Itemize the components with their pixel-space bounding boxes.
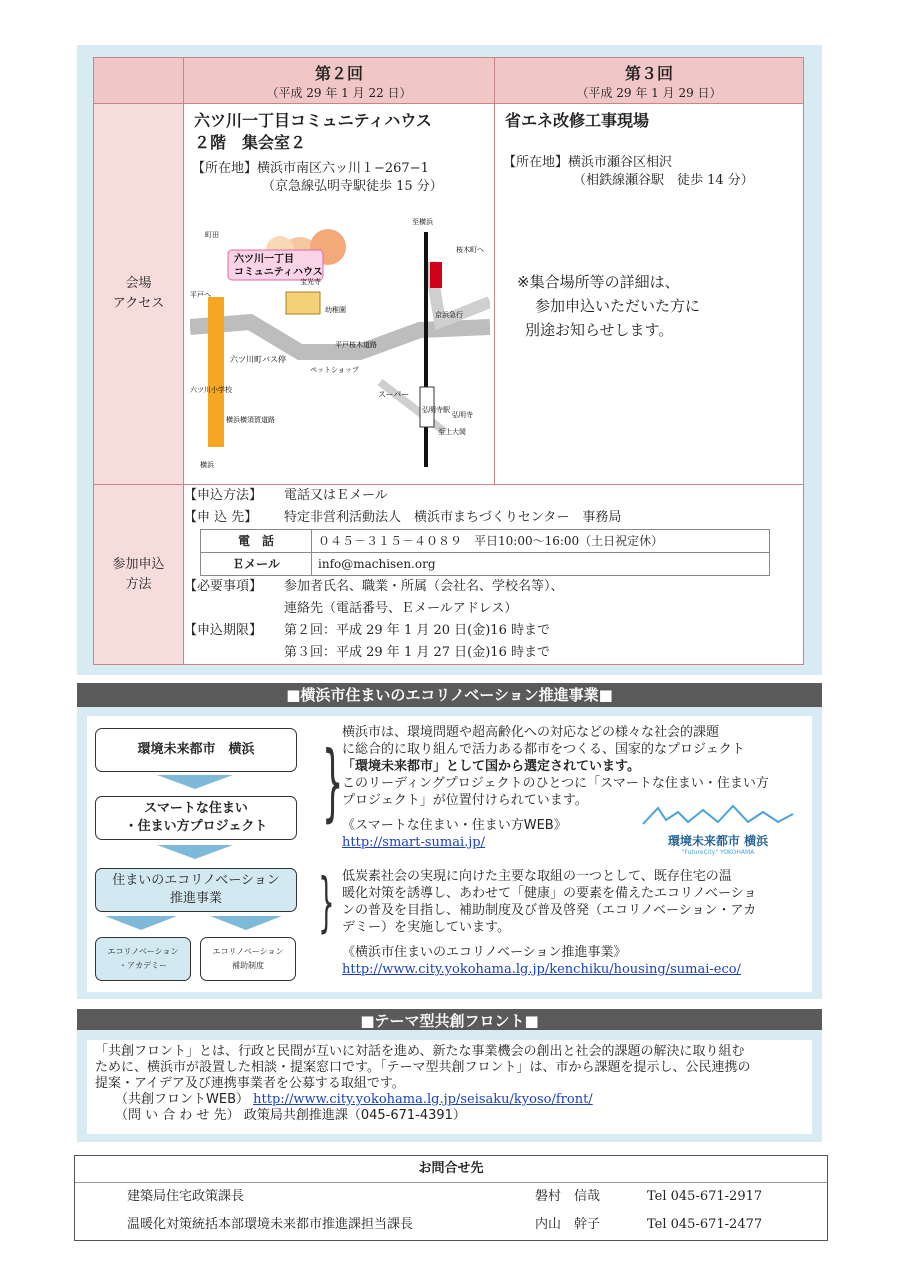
eco-desc2-line4: デミー）を実施しています。 bbox=[342, 920, 510, 935]
front-line2: ために、横浜市が設置した相談・提案窓口です。「テーマ型共創フロント」は、市から課題を提示し、公民連携の bbox=[95, 1060, 751, 1075]
apply-method-label: 【申込方法】 bbox=[184, 488, 263, 503]
map-callout-line1: 六ツ川一丁目 bbox=[234, 254, 294, 265]
required-line1: 参加者氏名、職業・所属（会社名、学校名等）、 bbox=[284, 579, 564, 594]
smart-house-line1: スマートな住まい bbox=[144, 801, 248, 816]
inquiry-name: 内山 幹子 bbox=[535, 1217, 601, 1232]
future-city-logo bbox=[638, 800, 798, 856]
map-to-machida: 町田 bbox=[205, 232, 219, 239]
deadline-round3: 第３回：平成 29 年 1 月 27 日(金)16 時まで bbox=[284, 645, 550, 660]
round3-venue-name: 省エネ改修工事現場 bbox=[505, 111, 650, 130]
front-web-link[interactable]: http://www.city.yokohama.lg.jp/seisaku/kyoso/front/ bbox=[253, 1092, 593, 1107]
front-panel bbox=[87, 1040, 812, 1134]
future-city-box: 環境未来都市 横浜 bbox=[95, 728, 297, 772]
round2-address-line1: 【所在地】横浜市南区六ッ川１−267−1 bbox=[192, 161, 429, 176]
map-kindergarten: 幼稚園 bbox=[325, 307, 346, 314]
inquiry-box bbox=[74, 1155, 828, 1241]
inquiry-name: 磐村 信哉 bbox=[535, 1189, 601, 1204]
mail-label: Ｅメール bbox=[201, 553, 312, 576]
eco-desc1-line2: に総合的に取り組んで活力ある都市をつくる、国家的なプロジェクト bbox=[342, 742, 745, 757]
map-callout-line2: コミュニティハウス bbox=[234, 267, 323, 278]
round3-note-line3: 別途お知らせします。 bbox=[525, 321, 674, 339]
venue-access-label bbox=[94, 104, 184, 485]
map-road2-label: 横浜横須賀道路 bbox=[226, 417, 275, 424]
eco-desc1-line5: プロジェクト」が位置付けられています。 bbox=[342, 793, 588, 808]
round3-title: 第３回 bbox=[624, 64, 673, 83]
map-expressway bbox=[208, 297, 224, 447]
inquiry-dept: 温暖化対策統括本部環境未来都市推進課担当課長 bbox=[127, 1217, 414, 1232]
eco-desc2-line2: 暖化対策を誘導し、あわせて「健康」の要素を備えたエコリノベーショ bbox=[342, 886, 757, 901]
eco-web-link[interactable]: http://www.city.yokohama.lg.jp/kenchiku/housing/sumai-eco/ bbox=[342, 962, 741, 977]
round3-venue-cell bbox=[495, 104, 804, 485]
map-community-house bbox=[286, 292, 320, 314]
flow-arrow-1 bbox=[157, 775, 233, 789]
smart-sumai-web-label: 《スマートな住まい・住まい方WEB》 bbox=[342, 818, 567, 833]
map-to-yokohama-bottom: 横浜 bbox=[200, 462, 214, 469]
smart-house-box bbox=[95, 796, 297, 840]
academy-box bbox=[95, 937, 191, 981]
contact-table bbox=[200, 529, 770, 576]
round2-header bbox=[184, 58, 495, 104]
front-web-label: （共創フロントWEB） bbox=[115, 1092, 249, 1107]
flow-arrow-2 bbox=[157, 845, 233, 859]
eco-renovation-line2: 推進事業 bbox=[169, 891, 222, 906]
subsidy-box bbox=[200, 937, 296, 981]
smart-house-line2: ・住まい方プロジェクト bbox=[124, 819, 268, 834]
logo-subtext: "FutureCity" YOKOHAMA bbox=[681, 849, 755, 856]
eco-section-title: ■横浜市住まいのエコリノベーション推進事業■ bbox=[77, 683, 822, 707]
eco-desc2-line3: ンの普及を目指し、補助制度及び普及啓発（エコリノベーション・アカ bbox=[342, 903, 757, 918]
map-temple-2: 弘明寺 bbox=[452, 412, 473, 419]
front-section-title: ■テーマ型共創フロント■ bbox=[77, 1009, 822, 1033]
brace-2: } bbox=[318, 866, 335, 940]
eco-desc1-line4: このリーディングプロジェクトのひとつに「スマートな住まい・住まい方 bbox=[342, 776, 769, 791]
access-map bbox=[190, 202, 490, 472]
eco-desc1-line3: 「環境未来都市」として国から選定されています。 bbox=[342, 759, 640, 774]
round2-address-line2: （京急線弘明寺駅徒歩 15 分） bbox=[262, 179, 443, 194]
eco-description-2 bbox=[342, 868, 812, 978]
inquiry-title: お問合せ先 bbox=[75, 1156, 827, 1183]
eco-desc1-line1: 横浜市は、環境問題や超高齢化への対応などの様々な社会的課題 bbox=[342, 725, 720, 740]
eco-renovation-line1: 住まいのエコリノベーション bbox=[112, 873, 280, 888]
smart-sumai-link[interactable]: http://smart-sumai.jp/ bbox=[342, 835, 486, 850]
map-to-yokohama: 至横浜 bbox=[412, 219, 433, 226]
eco-desc2-line1: 低炭素社会の実現に向けた主要な取組の一つとして、既存住宅の温 bbox=[342, 869, 732, 884]
map-road-label: 平戸桜木道路 bbox=[335, 342, 377, 349]
round2-title: 第２回 bbox=[314, 64, 363, 83]
map-school-label: 六ツ川小学校 bbox=[190, 387, 232, 394]
map-to-kamiooka: 至上大岡 bbox=[438, 429, 466, 436]
required-line2: 連絡先（電話番号、Ｅメールアドレス） bbox=[284, 601, 518, 616]
inquiry-dept: 建築局住宅政策課長 bbox=[127, 1189, 245, 1204]
header-corner bbox=[94, 58, 184, 104]
venue-label: 会場 bbox=[125, 276, 152, 291]
front-contact-label: （問 い 合 わ せ 先） bbox=[115, 1108, 240, 1123]
logo-text: 環境未来都市 横浜 bbox=[667, 834, 769, 848]
inquiry-row bbox=[75, 1183, 827, 1211]
deadline-label: 【申込期限】 bbox=[184, 623, 263, 638]
round3-date: （平成 29 年 1 月 29 日） bbox=[576, 86, 722, 100]
required-label: 【必要事項】 bbox=[184, 579, 263, 594]
apply-dest: 特定非営利活動法人 横浜市まちづくりセンター 事務局 bbox=[284, 510, 622, 525]
tel-label: 電 話 bbox=[201, 530, 312, 553]
round2-venue-line2: ２階 集会室２ bbox=[194, 133, 307, 152]
round3-address bbox=[495, 132, 803, 190]
academy-line2: ・アカデミー bbox=[119, 961, 167, 970]
map-temple-1: 宝光寺 bbox=[300, 279, 321, 286]
eco-renovation-box bbox=[95, 868, 297, 912]
map-to-hirato: 平戸へ bbox=[190, 292, 211, 299]
deadline-round2: 第２回：平成 29 年 1 月 20 日(金)16 時まで bbox=[284, 623, 550, 638]
subsidy-line2: 補助制度 bbox=[231, 961, 264, 970]
schedule-table bbox=[93, 57, 804, 665]
apply-details bbox=[184, 485, 804, 665]
academy-line1: エコリノベーション bbox=[107, 947, 179, 956]
round3-address-line2: （相鉄線瀬谷駅 徒歩 14 分） bbox=[573, 173, 754, 188]
apply-dest-label: 【申 込 先】 bbox=[184, 510, 258, 525]
round3-address-line1: 【所在地】横浜市瀬谷区相沢 bbox=[503, 155, 673, 170]
apply-label-line1: 参加申込 bbox=[112, 556, 165, 572]
map-station-label: 弘明寺駅 bbox=[422, 407, 450, 414]
map-to-sakuragicho: 桜木町へ bbox=[456, 247, 484, 254]
round3-note-line2: 参加申込いただいた方に bbox=[535, 297, 701, 315]
round2-address bbox=[184, 154, 494, 196]
front-contact: 政策局共創推進課（045-671-4391） bbox=[243, 1108, 466, 1123]
round2-venue-line1: 六ツ川一丁目コミュニティハウス bbox=[194, 111, 432, 130]
mail-value[interactable]: info@machisen.org bbox=[312, 553, 770, 576]
subsidy-line1: エコリノベーション bbox=[212, 947, 284, 956]
map-bus-stop: 六ツ川町バス停 bbox=[230, 355, 286, 364]
map-station-marker bbox=[430, 262, 442, 288]
round2-venue-name bbox=[184, 104, 494, 154]
flow-arrow-3 bbox=[105, 916, 177, 930]
flow-arrow-4 bbox=[210, 916, 282, 930]
eco-web-label: 《横浜市住まいのエコリノベーション推進事業》 bbox=[342, 945, 627, 960]
round3-header bbox=[495, 58, 804, 104]
map-supermarket: スーパー bbox=[378, 390, 410, 399]
front-line3: 提案・アイデア及び連携事業者を公募する取組です。 bbox=[95, 1076, 405, 1091]
round2-venue-cell bbox=[184, 104, 495, 485]
map-pet-shop: ペットショップ bbox=[310, 367, 359, 374]
inquiry-row bbox=[75, 1211, 827, 1239]
round3-note-line1: ※集合場所等の詳細は、 bbox=[517, 273, 680, 291]
front-line1: 「共創フロント」とは、行政と民間が互いに対話を進め、新たな事業機会の創出と社会的課題の解決に取り組む bbox=[95, 1044, 745, 1059]
apply-method: 電話又はＥメール bbox=[284, 488, 388, 503]
round3-note bbox=[517, 270, 803, 342]
brace-1: } bbox=[322, 733, 344, 831]
round2-date: （平成 29 年 1 月 22 日） bbox=[266, 86, 412, 100]
inquiry-tel: Tel 045-671-2917 bbox=[647, 1189, 763, 1204]
access-label: アクセス bbox=[112, 296, 165, 311]
apply-label-line2: 方法 bbox=[125, 576, 152, 592]
tel-value: ０４５－３１５－４０８９ 平日10:00～16:00（土日祝定休） bbox=[312, 530, 770, 553]
apply-label bbox=[94, 485, 184, 665]
inquiry-tel: Tel 045-671-2477 bbox=[647, 1217, 763, 1232]
map-keikyu-line: 京浜急行 bbox=[435, 312, 463, 319]
